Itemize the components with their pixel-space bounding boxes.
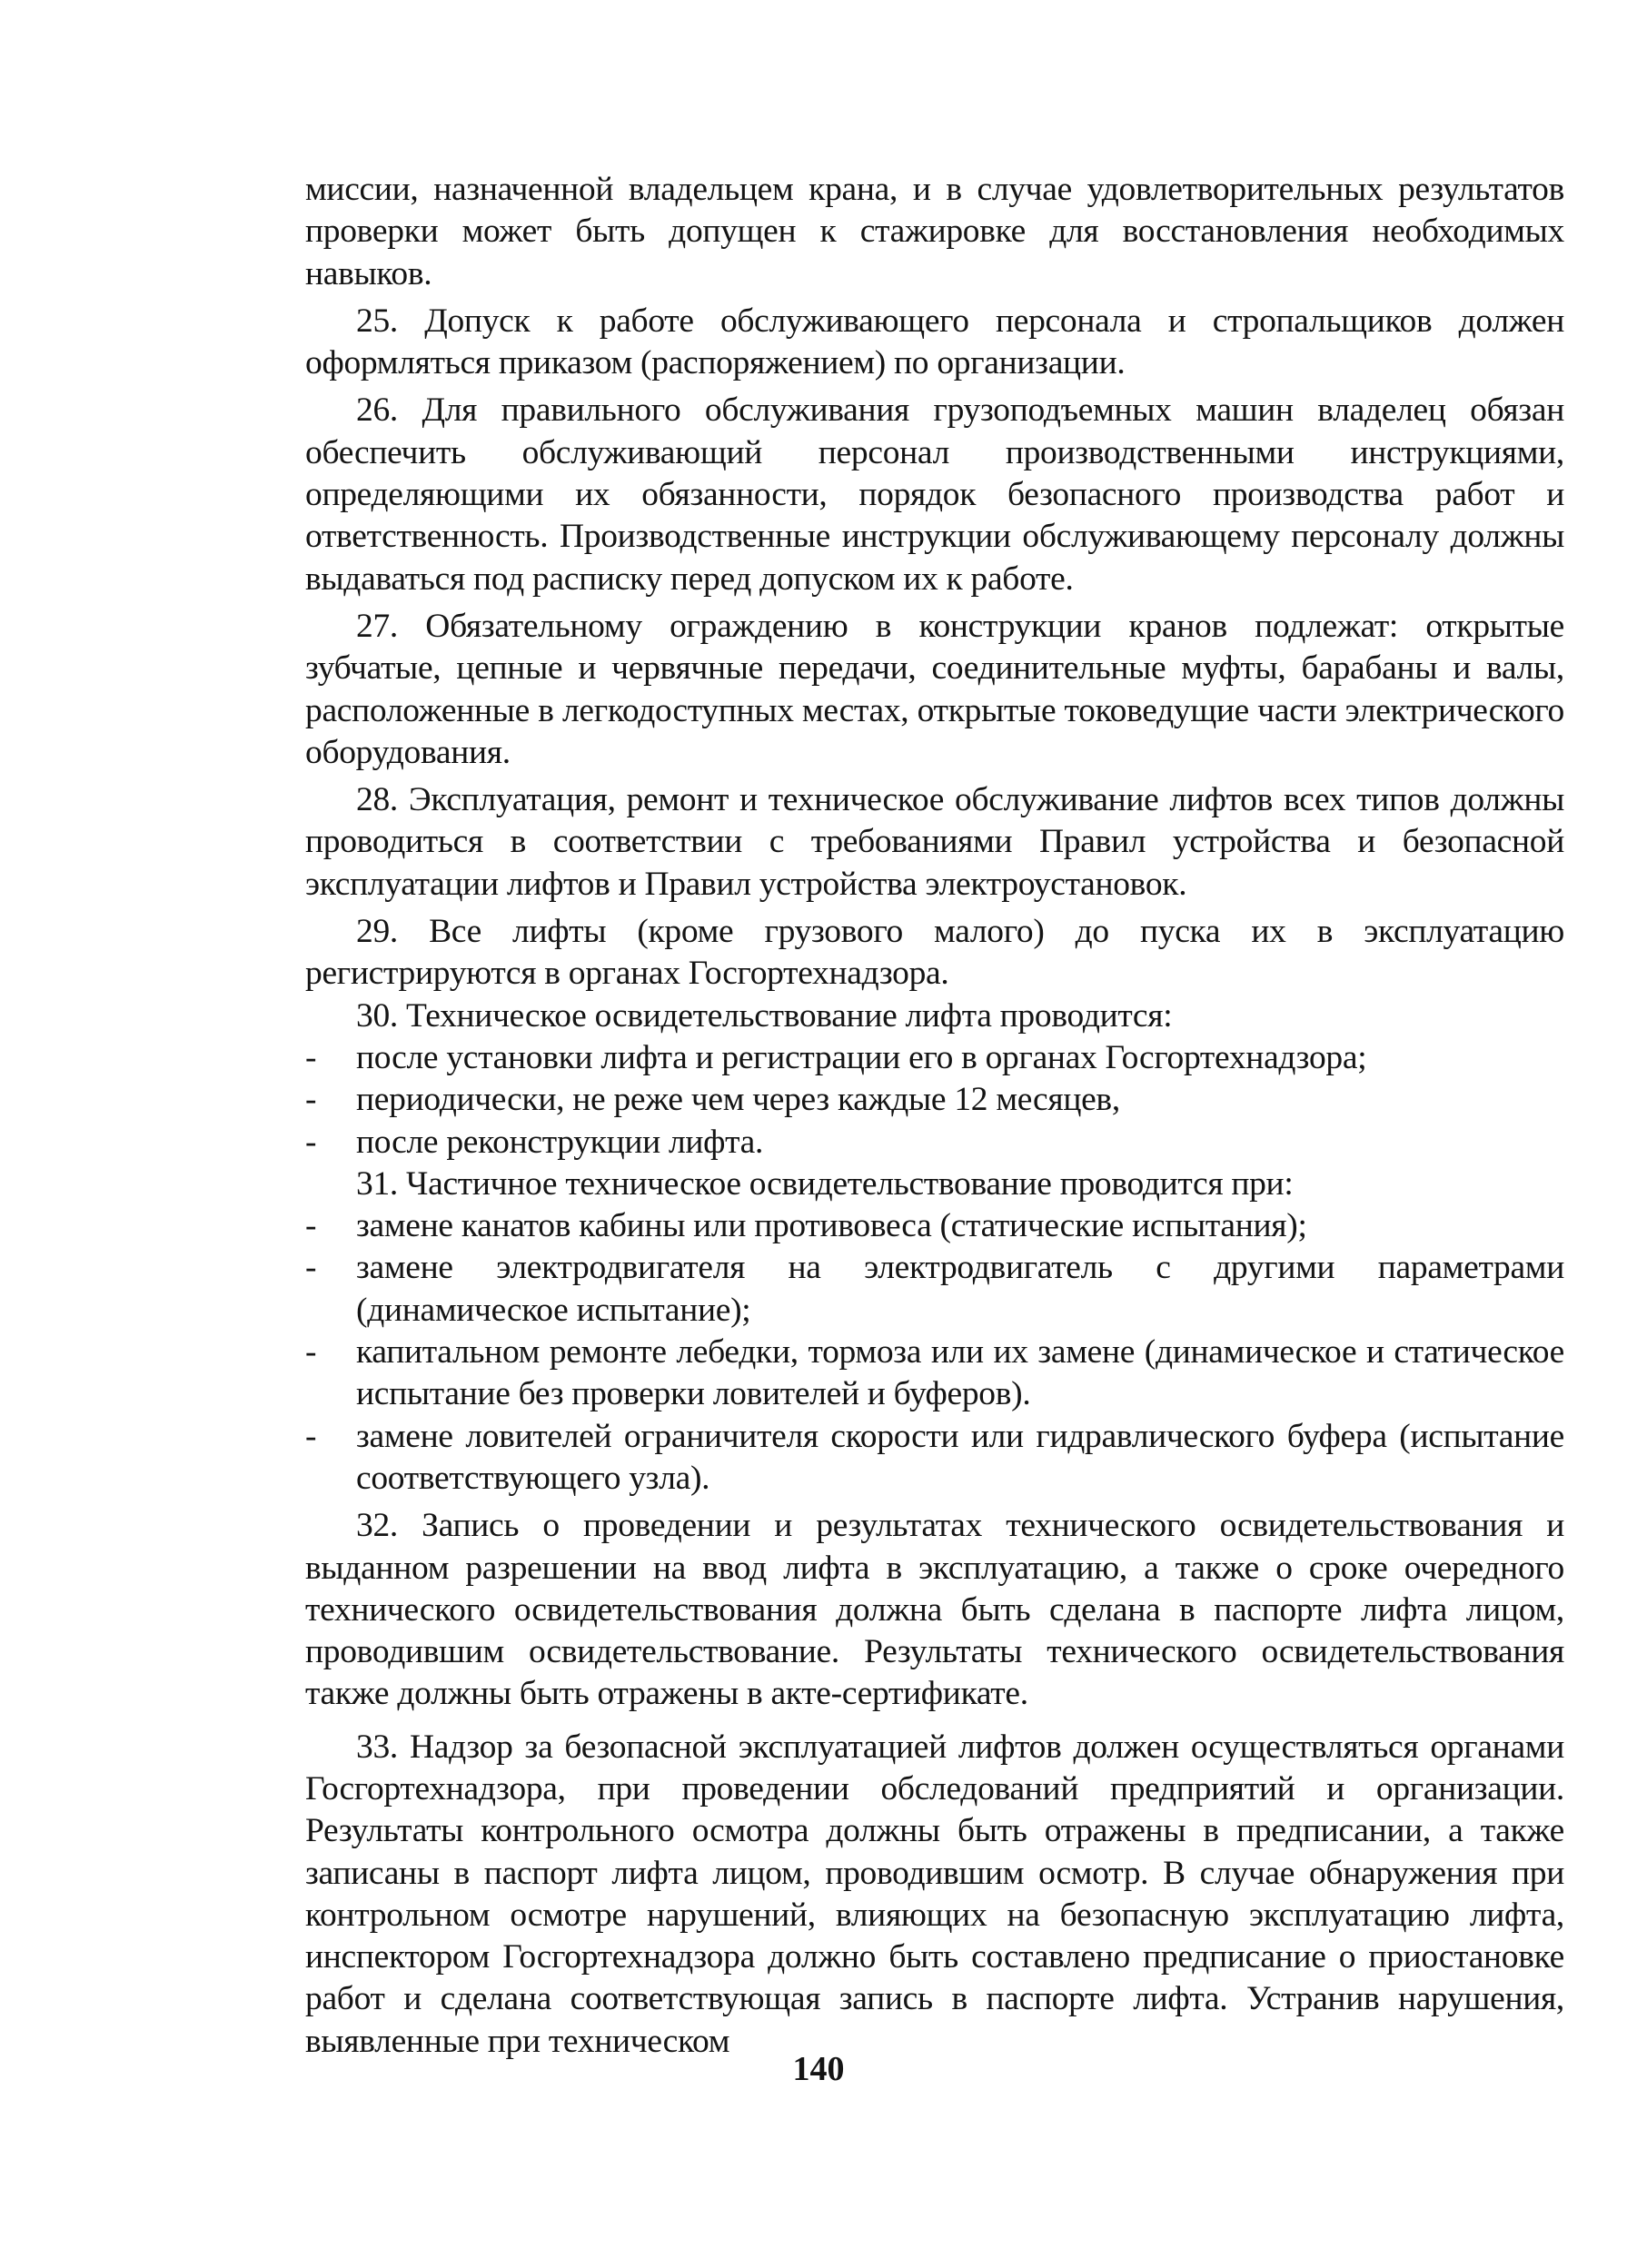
list-item bbox=[305, 1247, 1564, 1332]
list-dash: - bbox=[305, 1207, 317, 1245]
paragraph-28: 28. Эксплуатация, ремонт и техническое обслуживание лифтов всех типов должны проводиться в соответствии с требованиями Правил устройства и безопасной эксплуатации лифтов и Правил устройства электроустановок. bbox=[305, 781, 1564, 903]
paragraph-25: 25. Допуск к работе обслуживающего персонала и стропальщиков должен оформляться приказом (распоряжением) по организации. bbox=[305, 302, 1564, 382]
list-item bbox=[305, 1205, 1564, 1247]
list-item bbox=[305, 1037, 1564, 1079]
list-dash: - bbox=[305, 1038, 317, 1076]
page-number: 140 bbox=[792, 2050, 845, 2088]
list-dash: - bbox=[305, 1081, 317, 1119]
list-item bbox=[305, 1079, 1564, 1121]
list-dash: - bbox=[305, 1333, 317, 1372]
list-item-text: капитальном ремонте лебедки, тормоза или их замене (динамическое и статическое испытание без проверки ловителей и буферов). bbox=[356, 1333, 1564, 1413]
paragraph-29: 29. Все лифты (кроме грузового малого) до пуска их в эксплуатацию регистрируются в органах Госгортехнадзора. bbox=[305, 913, 1564, 993]
paragraph-continuation: миссии, назначенной владельцем крана, и в случае удовлетворительных результатов проверки может быть допущен к стажировке для восстановления необходимых навыков. bbox=[305, 171, 1564, 292]
paragraph-31: 31. Частичное техническое освидетельствование проводится при: bbox=[356, 1164, 1294, 1203]
list-item bbox=[305, 1416, 1564, 1500]
list-item bbox=[305, 1122, 1564, 1164]
page-body bbox=[305, 169, 1564, 2063]
list-dash: - bbox=[305, 1123, 317, 1161]
list-item-text: замене ловителей ограничителя скорости или гидравлического буфера (испытание соответствующего узла). bbox=[356, 1417, 1564, 1497]
list-item-text: замене канатов кабины или противовеса (статические испытания); bbox=[356, 1207, 1307, 1245]
list-dash: - bbox=[305, 1249, 317, 1287]
list-item-text: после установки лифта и регистрации его в органах Госгортехнадзора; bbox=[356, 1038, 1367, 1076]
paragraph-32: 32. Запись о проведении и результатах технического освидетельствования и выданном разрешении на ввод лифта в эксплуатацию, а также о сроке очередного технического освидетельствования должна быть сделана в паспорте лифта лицом, проводившим освидетельствование. Результаты технического освидетельствования также должны быть отражены в акте-сертификате. bbox=[305, 1507, 1564, 1713]
list-item bbox=[305, 1332, 1564, 1416]
paragraph-27: 27. Обязательному ограждению в конструкции кранов подлежат: открытые зубчатые, цепные и червячные передачи, соединительные муфты, барабаны и валы, расположенные в легкодоступных местах, открытые токоведущие части электрического оборудования. bbox=[305, 607, 1564, 771]
paragraph-30: 30. Техническое освидетельствование лифта проводится: bbox=[356, 996, 1173, 1035]
paragraph-26: 26. Для правильного обслуживания грузоподъемных машин владелец обязан обеспечить обслуживающий персонал производственными инструкциями, определяющими их обязанности, порядок безопасного производства работ и ответственность. Производственные инструкции обслуживающему персоналу должны выдаваться под расписку перед допуском их к работе. bbox=[305, 391, 1564, 598]
paragraph-33: 33. Надзор за безопасной эксплуатацией лифтов должен осуществляться органами Госгортехнадзора, при проведении обследований предприятий и организации. Результаты контрольного осмотра должны быть отражены в предписании, а также записаны в паспорт лифта лицом, проводившим осмотр. В случае обнаружения при контрольном осмотре нарушений, влияющих на безопасную эксплуатацию лифта, инспектором Госгортехнадзора должно быть составлено предписание о приостановке работ и сделана соответствующая запись в паспорте лифта. Устранив нарушения, выявленные при техническом bbox=[305, 1728, 1564, 2060]
list-item-text: замене электродвигателя на электродвигатель с другими параметрами (динамическое испытание); bbox=[356, 1249, 1564, 1329]
list-item-text: периодически, не реже чем через каждые 12 месяцев, bbox=[356, 1081, 1120, 1119]
list-item-text: после реконструкции лифта. bbox=[356, 1123, 764, 1161]
list-dash: - bbox=[305, 1417, 317, 1455]
